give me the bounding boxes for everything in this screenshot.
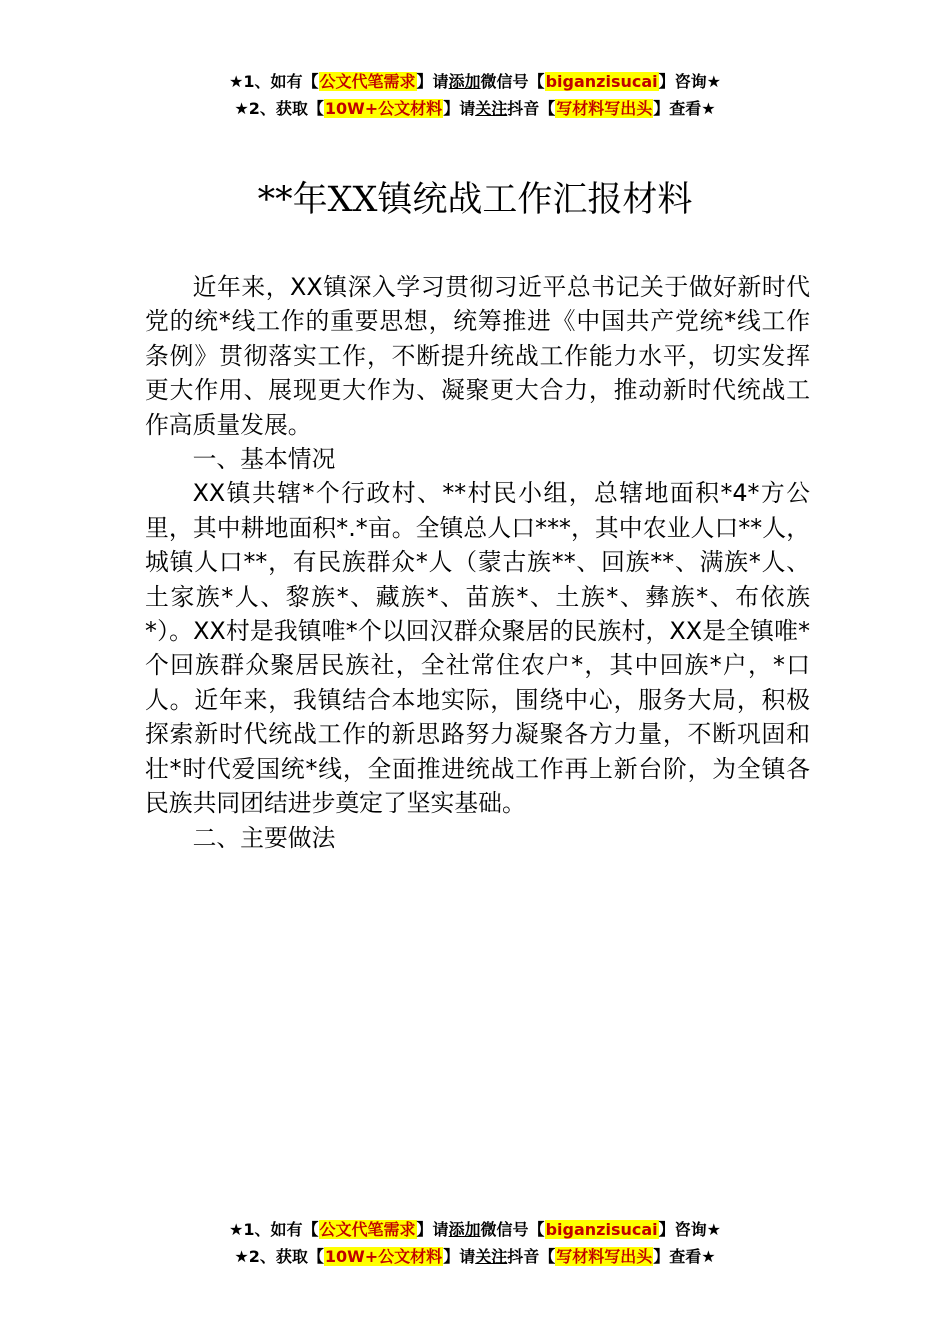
promo-line-1: ★1、如有【公文代笔需求】请添加微信号【biganzisucai】咨询★ bbox=[229, 1220, 721, 1239]
promo-underlined: 添加 bbox=[448, 72, 481, 91]
section-heading-1: 一、基本情况 bbox=[192, 445, 336, 474]
section-heading-2: 二、主要做法 bbox=[192, 823, 336, 852]
promo-highlight: biganzisucai bbox=[545, 72, 658, 91]
promo-highlight: 写材料写出头 bbox=[556, 1247, 653, 1266]
promo-highlight: 公文代笔需求 bbox=[319, 1220, 416, 1239]
promo-underlined: 添加 bbox=[448, 1220, 481, 1239]
promo-highlight: biganzisucai bbox=[545, 1220, 658, 1239]
document-body bbox=[145, 270, 810, 855]
promo-underlined: 关注 bbox=[475, 1247, 508, 1266]
promo-highlight: 10W+公文材料 bbox=[324, 1247, 443, 1266]
promo-line-2: ★2、获取【10W+公文材料】请关注抖音【写材料写出头】查看★ bbox=[234, 99, 716, 118]
promo-highlight: 10W+公文材料 bbox=[324, 99, 443, 118]
promo-highlight: 公文代笔需求 bbox=[319, 72, 416, 91]
promo-highlight: 写材料写出头 bbox=[556, 99, 653, 118]
paragraph-intro: 近年来，XX镇深入学习贯彻习近平总书记关于做好新时代党的统*线工作的重要思想，统筹推进《中国共产党统*线工作条例》贯彻落实工作，不断提升统战工作能力水平，切实发挥更大作用、展现更大作为、凝聚更大合力，推动新时代统战工作高质量发展。 bbox=[145, 273, 810, 439]
promo-line-2: ★2、获取【10W+公文材料】请关注抖音【写材料写出头】查看★ bbox=[234, 1247, 716, 1266]
promo-banner-bottom bbox=[0, 1216, 950, 1270]
promo-underlined: 关注 bbox=[475, 99, 508, 118]
document-title: **年XX镇统战工作汇报材料 bbox=[257, 180, 693, 220]
paragraph-basic-info: XX镇共辖*个行政村、**村民小组，总辖地面积*4*方公里，其中耕地面积*.*亩。全镇总人口***，其中农业人口**人，城镇人口**，有民族群众*人（蒙古族**、回族**、满族*人、土家族*人、黎族*、藏族*、苗族*、土族*、彝族*、布依族*）。XX村是我镇唯*个以回汉群众聚居的民族村，XX是全镇唯*个回族群众聚居民族社，全社常住农户*，其中回族*户，*口人。近年来，我镇结合本地实际，围绕中心，服务大局，积极探索新时代统战工作的新思路努力凝聚各方力量，不断巩固和壮*时代爱国统*线，全面推进统战工作再上新台阶，为全镇各民族共同团结进步奠定了坚实基础。 bbox=[145, 479, 810, 818]
promo-line-1: ★1、如有【公文代笔需求】请添加微信号【biganzisucai】咨询★ bbox=[229, 72, 721, 91]
promo-banner-top bbox=[0, 68, 950, 122]
